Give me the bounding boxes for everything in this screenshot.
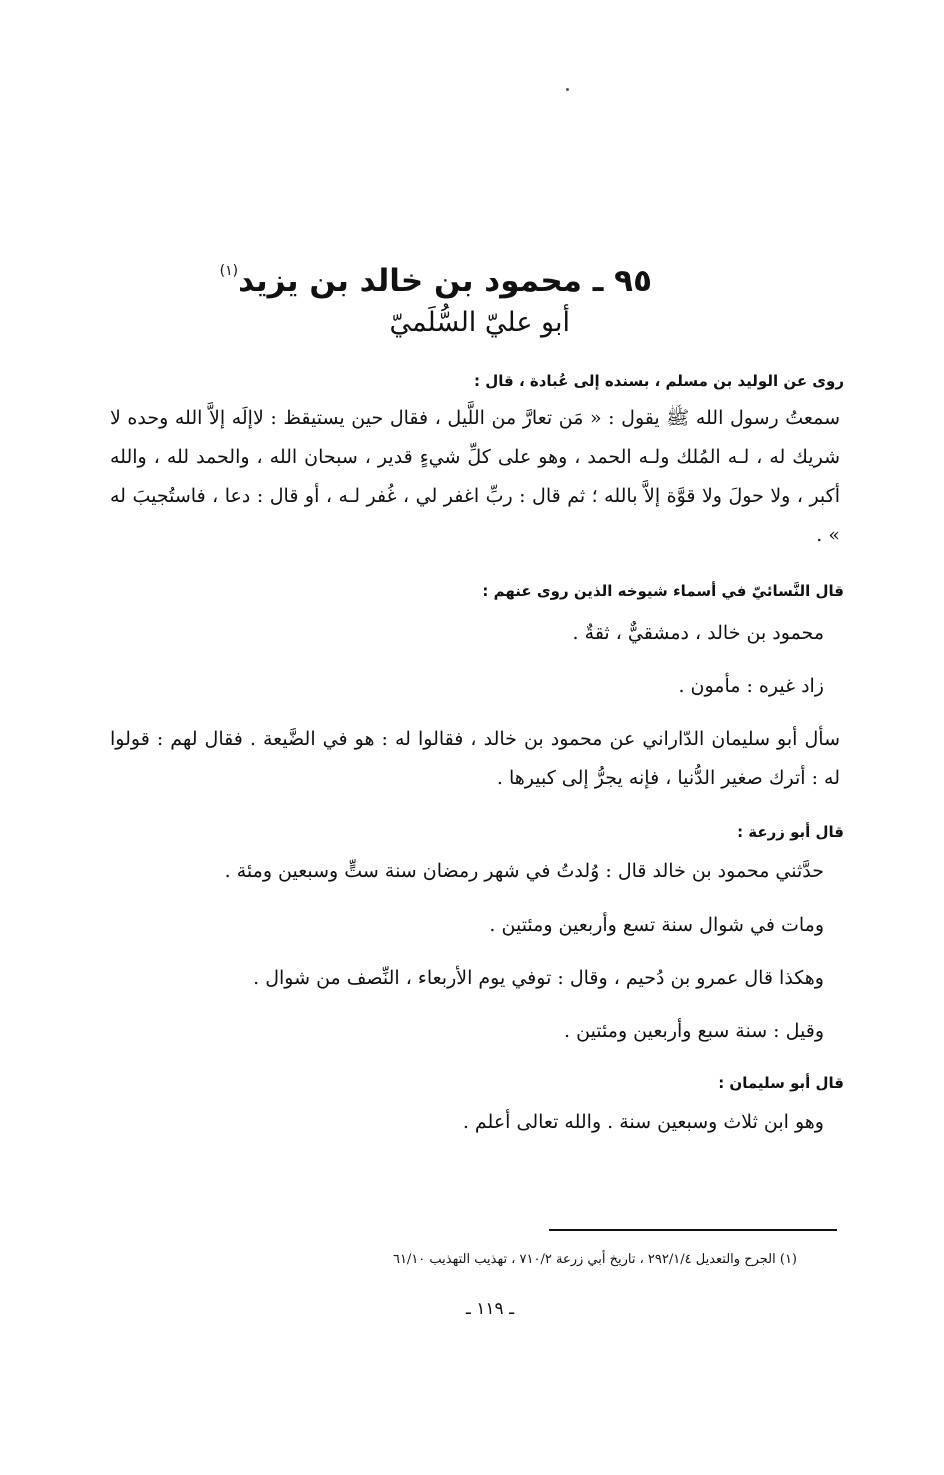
nasai-intro: قال النَّسائيّ في أسماء شيوخه الذين روى عنهم : — [482, 582, 844, 600]
abu-zura-line: وقيل : سنة سبع وأربعين ومئتين . — [564, 1020, 824, 1042]
nasai-text: محمود بن خالد ، دمشقيٌّ ، ثقةٌ . — [572, 622, 824, 644]
darani-text: سأل أبو سليمان الدّاراني عن محمود بن خالد ، فقالوا له : هو في الضَّيعة . فقال لهم : قولوا له : أترك صغير الدُّنيا ، فإنه يجرُّ إلى كبيرها . — [110, 728, 840, 789]
page-number: ـ ١١٩ ـ — [465, 1299, 515, 1319]
abu-zura-line: وهكذا قال عمرو بن دُحيم ، وقال : توفي يوم الأربعاء ، النِّصف من شوال . — [253, 967, 824, 989]
entry-title-text: ٩٥ ـ محمود بن خالد بن يزيد — [238, 263, 652, 299]
hadith-intro: روى عن الوليد بن مسلم ، بسنده إلى عُبادة ، قال : — [474, 372, 844, 390]
abu-zura-line: ومات في شوال سنة تسع وأربعين ومئتين . — [489, 914, 824, 936]
entry-title — [132, 248, 652, 304]
abu-sulayman-intro: قال أبو سليمان : — [718, 1074, 844, 1092]
other-text: زاد غيره : مأمون . — [678, 675, 824, 697]
entry-subtitle: أبو عليّ السُّلَميّ — [389, 307, 570, 338]
footnote: (١) الجرح والتعديل ٢٩٢/١/٤ ، تاريخ أبي زرعة ٧١٠/٢ ، تهذيب التهذيب ٦١/١٠ — [392, 1252, 797, 1267]
hadith-text: سمعتُ رسول الله ﷺ يقول : « مَن تعارَّ من اللَّيل ، فقال حين يستيقظ : لاإلَه إلاَّ الله وحده لا شريك له ، لـه المُلك ولـه الحمد ، وهو على كلِّ شيءٍ قدير ، سبحان الله ، والحمد لله ، والله أكبر ، ولا حولَ ولا قوَّة إلاَّ بالله ؛ ثم قال : ربِّ اغفر لي ، غُفر لـه ، أو قال : دعا ، فاستُجيبَ له » . — [110, 407, 840, 546]
abu-zura-line: حدَّثني محمود بن خالد قال : وُلدتُ في شهر رمضان سنة ستٍّ وسبعين ومئة . — [224, 860, 824, 882]
abu-sulayman-text: وهو ابن ثلاث وسبعين سنة . والله تعالى أعلم . — [462, 1111, 824, 1133]
abu-zura-intro: قال أبو زرعة : — [737, 823, 844, 841]
page-speck — [566, 88, 569, 91]
footnote-divider — [549, 1229, 837, 1231]
title-footnote-marker: (١) — [219, 263, 239, 279]
